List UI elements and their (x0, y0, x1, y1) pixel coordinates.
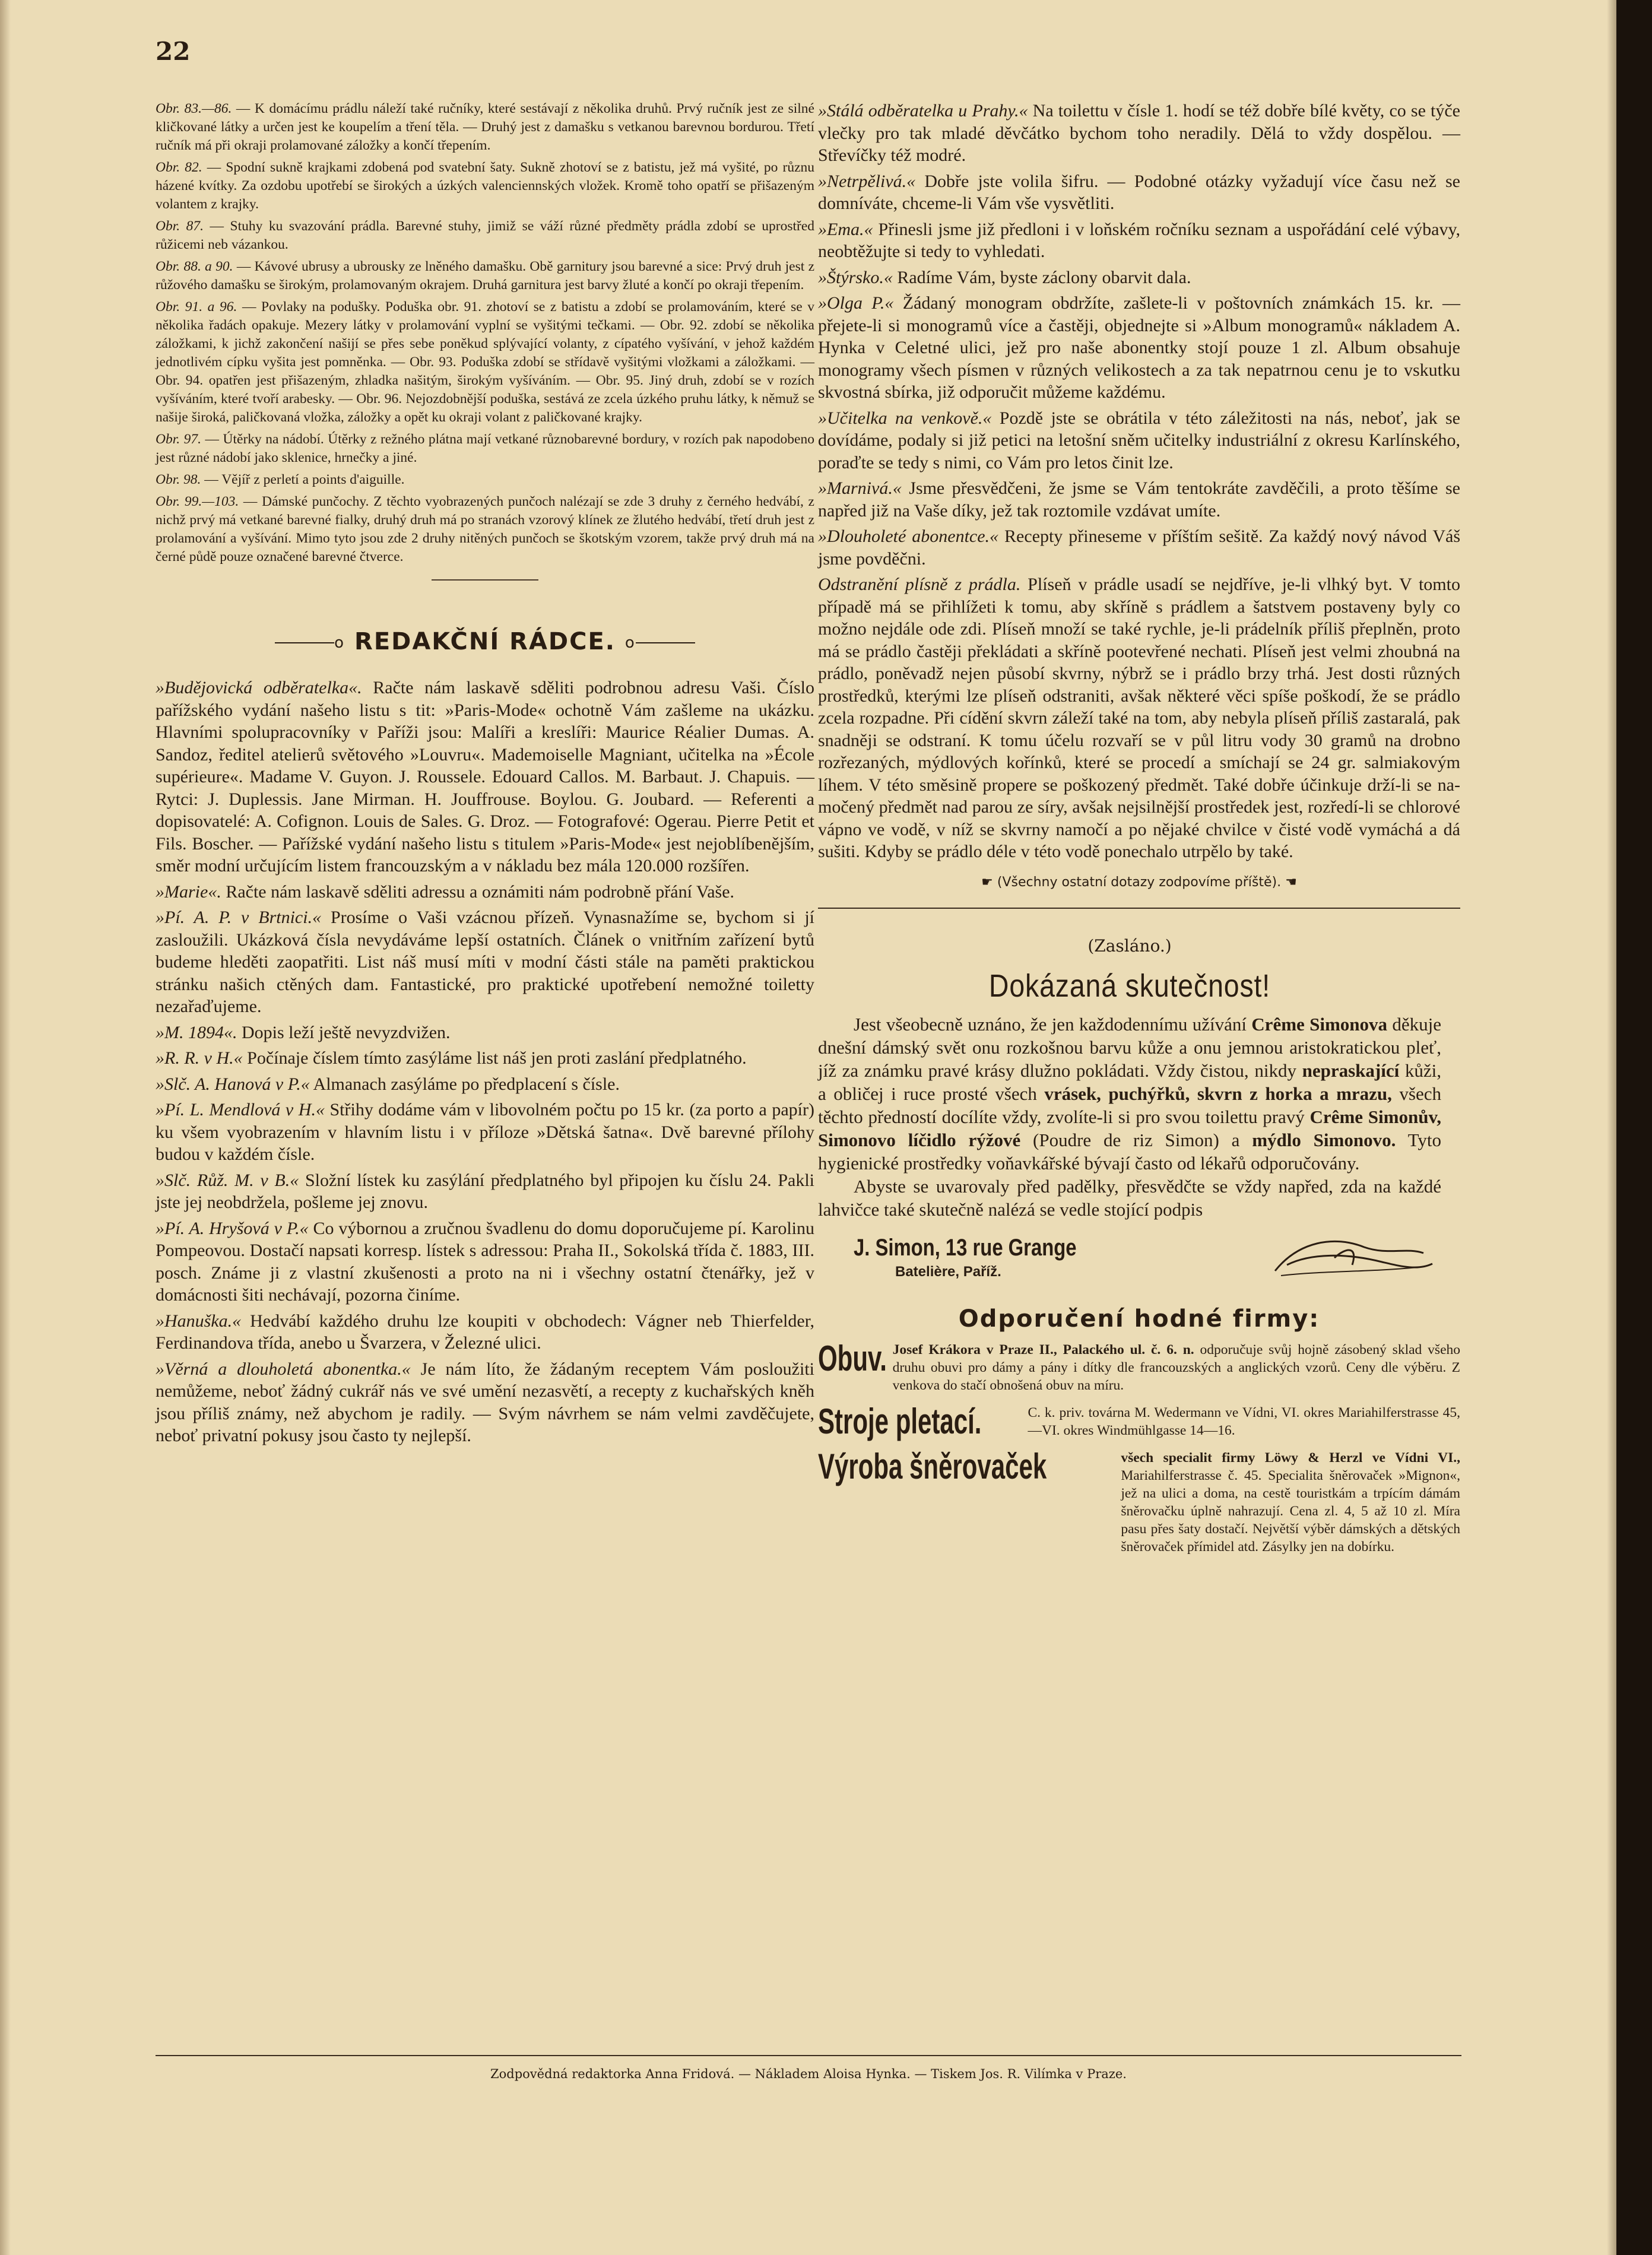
company-place: Batelière, Paříž. (895, 1264, 1001, 1280)
answer-item: »Stálá odběratelka u Prahy.« Na toilettu v čísle 1. hodí se též dobře bílé květy, co se týče vlečky pro tak mladé děvčátko bychom toho neradily. Dělá to vždy dospělou. — Střevíčky též modré. (818, 101, 1460, 165)
answer-item: »M. 1894«. Dopis leží ještě nevyzdvižen. (156, 1022, 451, 1042)
page-footer (156, 2055, 1461, 2081)
answer-item: »Slč. Růž. M. v B.« Složní lístek ku zasýlání předplatného byl připojen ku číslu 24. Pakli jste jej neobdržela, pošleme jej znovu. (156, 1170, 814, 1212)
rubric-dash-right (636, 642, 695, 643)
figure-item: Obr. 88. a 90. — Kávové ubrusy a ubrousky ze lněného damašku. Obě garnitury jsou barevné a sice: Prvý druh jest z růžového damašku se širokým, prolamovaným okrajem. Druhá garnitura jest barvy žluté a končí po okraji třepením. (156, 259, 815, 293)
figure-item: Obr. 91. a 96. — Povlaky na podušky. Poduška obr. 91. zhotoví se z batistu a zdobí se prolamováním, které se v několika řadách opakuje. Mezery látky v prolamování vyplní se vyšitými tečkami. — Obr. 92. zdobí se několika záložkami, k jichž zakončení našijí se přes sebe poněkud splývající volanty, z cípatého vyšívání, v jehož každém jednotlivém cípku vyšita jest pomněnka. — Obr. 93. Poduška zdobí se střídavě vyšitými vložkami a záložkami. — Obr. 94. opatřen jest přišazeným, zhladka našitým, širokým vyšíváním. — Obr. 95. Jiný druh, zdobí se v rozích vyšíváním, které tvoří arabesky. — Obr. 96. Nejozdobnější poduška, sestává ze zcela úzkého pruhu látky, k němuž se našije široká, paličkovaná vložka, záložky a opět ku okraji volant z paličkované krajky. (156, 299, 814, 425)
footer-rule (156, 2055, 1461, 2056)
pointing-hand-icon: ☛ (981, 874, 993, 890)
answer-item: »Hanuška.« Hedvábí každého druhu lze koupiti v obchodech: Vágner neb Thierfelder, Ferdinandova třída, anebo u Švarzera, v Železné ulici. (156, 1311, 814, 1353)
figure-item: Obr. 82. — Spodní sukně krajkami zdobená pod svatební šaty. Sukně zhotoví se z batistu, jež má vyšité, po různu házené kvítky. Za ozdobu upotřebí se širokých a úzkých valenciennských vložek. Kromě toho opatří se přišazeným volantem z krajky. (156, 160, 814, 212)
firm-listing (818, 1446, 1460, 1556)
answer-item: »Učitelka na venkově.« Pozdě jste se obrátila v této záležitosti na nás, neboť, jak se dovídáme, podaly si již petici na letošní sněm učitelky industriální z okresu Karlínského, poraďte se tedy s nimi, co Vám pro letos činit lze. (818, 408, 1460, 472)
other-queries-note: ☛ (Všechny ostatní dotazy zodpovíme příště). ☚ (981, 874, 1297, 890)
answer-item: »Marnivá.« Jsme přesvědčeni, že jsme se Vám tentokráte zavděčili, a proto těšíme se napřed již na Vaše díky, jež tak roztomile vzdávat umíte. (818, 478, 1460, 521)
firm-description: Josef Krákora v Praze II., Palackého ul. č. 6. n. odporučuje svůj hojně zásobený sklad všeho druhu obuvi pro dámy a pány i dítky dle francouzských a anglických vzorů. Ceny dle výběru. Z venkova do stačí obnošená obuv na míru. (892, 1341, 1460, 1393)
figure-descriptions (156, 100, 814, 566)
rubric-ornament-left: o (334, 634, 345, 652)
rubric-dash-left (275, 642, 334, 643)
answer-item: »Dlouholeté abonentce.« Recepty přineseme v příštím sešitě. Za každý nový návod Váš jsme povděčni. (818, 527, 1460, 569)
reader-answers-continued (818, 100, 1460, 863)
figure-item: Obr. 99.—103. — Dámské punčochy. Z těchto vyobrazených punčoch nalézají se zde 3 druhy z černého hedvábí, z nichž prvý má vetkané barevné fialky, druhý druh má po stranách vzorový klínek ze žlutého hedvábí, třetí druh jest z prolamování a vyšívání. Mimo tyto jsou zde 2 druhy nitěných punčoch se škotským vzorem, takže prvý druh má na černé půdě pouze označené barevné čtverce. (156, 494, 814, 564)
section-divider (432, 579, 538, 581)
recommended-firms (818, 1338, 1460, 1556)
handwritten-signature (1263, 1229, 1441, 1286)
left-column (156, 100, 814, 1451)
page-number: 22 (156, 37, 191, 66)
advert-company (818, 1235, 1125, 1280)
firm-listing (818, 1401, 1460, 1441)
answer-item: »Olga P.« Žádaný monogram obdržíte, zašlete-li v poštovních známkách 15. kr. — přejete-li si monogramů více a častěji, objednejte si »Album monogramů« nákladem A. Hynka v Celetné ulici, jež pro naše abonentky stojí pouze 1 zl. Album obsahuje monogramy všech písmen v různých velikostech a za tak nepatrnou cenu je to vskutku skvostná sbírka, již odporučit můžeme každému. (818, 293, 1460, 402)
answer-item: »Pí. A. Hryšová v P.« Co výbornou a zručnou švadlenu do domu doporučujeme pí. Karolinu Pompeovou. Dostačí napsati korresp. lístek s adressou: Praha II., Sokolská třída č. 1883, III. posch. Známe ji z vlastní zkušenosti a proto na ni i všechny ostatní čtenářky, jež v domácnosti šiti nechávají, pozorna činíme. (156, 1218, 814, 1305)
pointing-hand-icon: ☚ (1285, 874, 1297, 890)
reader-answers (156, 677, 814, 1447)
firm-category: Stroje pletací. (818, 1401, 982, 1441)
advert-body (818, 1013, 1441, 1221)
column-rule (818, 908, 1460, 909)
answer-item: »Slč. A. Hanová v P.« Almanach zasýláme po předplacení s čísle. (156, 1074, 620, 1094)
answer-item: »Pí. L. Mendlová v H.« Střihy dodáme vám v libovolném počtu po 15 kr. (za porto a papír) ku všem vyobrazením v hlavním listu i v příloze »Dětská šatna«. Dvě barevné přílohy budou v každém čísle. (156, 1100, 814, 1164)
page-shadow-left (0, 0, 11, 2255)
firm-category: Obuv. (818, 1338, 887, 1378)
rubric-ornament-right: o (624, 634, 636, 652)
advert-title: Dokázaná skutečnost! (988, 968, 1271, 1004)
rubric-heading (156, 628, 814, 655)
figure-item: Obr. 83.—86. — K domácímu prádlu náleží také ručníky, které sestávají z několika druhů. Prvý ručník jest ze silné kličkované látky a určen jest ke koupelím a tření těla. — Druhý jest z damašku s vetkanou barevnou bordurou. Třetí ručník má při okraji prolamované záložky a končí třepením. (156, 101, 814, 153)
imprint: Zodpovědná redaktorka Anna Fridová. — Nákladem Aloisa Hynka. — Tiskem Jos. R. Vilímka v Praze. (490, 2067, 1127, 2081)
answer-item: »Budějovická odběratelka«. Račte nám laskavě sděliti podrobnou adresu Vaši. Číslo pařížského vydání našeho listu s tit: »Paris-Mode« ochotně Vám zašleme na ukázku. Hlavními spolupracovníky v Paříži jsou: Malíři a kreslíři: Maurice Réalier Dumas. A. Sandoz, ředitel atelierů světového »Louvru«. Mademoiselle Magniant, učitelka na »École supérieure«. Madame V. Guyon. J. Roussele. Edouard Callos. M. Barbaut. J. Chapuis. — Rytci: J. Duplessis. Jane Mirman. H. Jouffrouse. Boylou. G. Joubard. — Referenti a dopisovatelé: A. Cofignon. Louis de Sales. G. Droz. — Fotografové: Ogerau. Pierre Petit et Fils. Boscher. — Pařížské vydání našeho listu s titulem »Paris-Mode« jest nejoblíbenějším, směr modní určujícím listem francouzským a v nákladu bez mála 120.000 rozšířen. (156, 678, 814, 876)
advert-paragraph: Abyste se uvarovaly před padělky, přesvědčte se vždy napřed, zda na každé lahvičce také skutečně nalézá se vedle stojící podpis (818, 1175, 1441, 1220)
firms-heading: Odporučení hodné firmy: (958, 1305, 1320, 1333)
advert-label: (Zasláno.) (1087, 935, 1172, 956)
advert-paragraph: Jest všeobecně uznáno, že jen každodennímu užívání Crême Simonova děkuje dnešní dámský svět onu rozkošnou barvu kůže a onu jemnou aristokratickou pleť, jíž za známku pravé krásy dlužno pokládati. Vždy čistou, nikdy nepraskající kůži, a obličej i ruce prosté všech vrásek, puchýřků, skvrn z horka a mrazu, všech těchto předností docílíte vždy, zvolíte-li si pro svou toilettu pravý Crême Simonův, Simonovo líčidlo rýžové (Poudre de riz Simon) a mýdlo Simonovo. Tyto hygienické prostředky voňavkářské bývají často od lékařů odporučovány. (818, 1013, 1441, 1174)
advert-signature-row (818, 1229, 1441, 1286)
simon-advertisement (818, 936, 1441, 1286)
figure-item: Obr. 97. — Útěrky na nádobí. Útěrky z režného plátna mají vetkané různobarevné bordury, v rozích pak napodobeno jest různé nádobí jako sklenice, hrnečky a jiné. (156, 432, 814, 465)
company-name: J. Simon, 13 rue Grange (854, 1235, 1077, 1261)
answer-item: »Pí. A. P. v Brtnici.« Prosíme o Vaši vzácnou přízeň. Vynasnažíme se, bychom si jí zasloužili. Ukázková čísla nevydáváme lepší ostatních. Článek o vnitřním zařízení bytů budeme hleděti zaopatřiti. List náš musí míti v modní části stále na paměti praktickou stránku našich ctěných dam. Fantastické, pro praktické upotřebení nemožné toiletty nezařaďujeme. (156, 908, 814, 1016)
answer-item: »Štýrsko.« Radíme Vám, byste záclony obarvit dala. (818, 267, 1191, 287)
page-edge-dark (1616, 0, 1652, 2255)
answer-item: »Věrná a dlouholetá abonentka.« Je nám líto, že žádaným receptem Vám posloužiti nemůžeme, neboť žádný cukrář nás ve své umění nezasvětí, a recepty z kuchařských kněh jsou příliš známy, než abychom je radily. — Svým návrhem se nám velmi zavděčujete, neboť privatní pokusy jsou často ty nejlepší. (156, 1359, 814, 1445)
figure-item: Obr. 98. — Vějíř z perletí a points d'aiguille. (156, 472, 405, 487)
firm-description: C. k. priv. továrna M. Wedermann ve Vídni, VI. okres Mariahilferstrasse 45,—VI. okres Windmühlgasse 14—16. (1028, 1404, 1460, 1438)
answer-item: »R. R. v H.« Počínaje číslem tímto zasýláme list náš jen proti zaslání předplatného. (156, 1048, 747, 1068)
answer-item: »Netrpělivá.« Dobře jste volila šifru. — Podobné otázky vyžadují více času než se domníváte, chceme-li Vám vše vysvětliti. (818, 171, 1460, 213)
answer-item: »Marie«. Račte nám laskavě sděliti adressu a oznámiti nám podrobně přání Vaše. (156, 881, 735, 902)
answer-item: »Ema.« Přinesli jsme již předloni i v loňském ročníku seznam a uspořádání celé výbavy, neobtěžujte si tedy to vyhledati. (818, 219, 1460, 261)
answer-item: Odstranění plísně z prádla. Plíseň v prádle usadí se nejdříve, je-li vlhký byt. V tomto případě má se přihlížeti k tomu, aby skříně s prádlem a šatstvem postaveny byly co možno nejdále ode zdi. Plíseň množí se také rychle, je-li prádelník příliš přeplněn, proto má se prádlo častěji překládati a skříně pootevřené nechati. Plíseň jest velmi zhoubná na prádlo, poněvadž nejen působí skvrny, nýbrž se i prádlo brzy trhá. Jest dosti různých prostředků, kterými lze plíseň odstraniti, avšak některé věci spíše poškodí, že se prádlo zcela rozpadne. Při cídění skvrn záleží také na tom, aby nebyla plíseň příliš zastaralá, pak snadněji se odstraní. K tomu účelu rozvaří se v půl litru vody 30 gramů na drobno rozřezaných, mýdlových kořínků, které se procedí a smíchají se 24 gr. salmiakovým líhem. V této směsině propere se poškozený předmět. Také dobře účinkuje drží-li se namočený předmět nad parou ze síry, avšak nejsilnější prostředek jest, rozředí-li se chlorové vápno ve vodě, v níž se skvrny namočí a po nějaké chvilce v čisté vodě vymáchá a dá sušiti. Kdyby se prádlo déle v této vodě ponechalo utrpělo by také. (818, 575, 1460, 861)
rubric-title: REDAKČNÍ RÁDCE. (354, 628, 616, 655)
firm-listing (818, 1338, 1460, 1394)
right-column (818, 100, 1460, 1565)
firm-category: Výroba šněrovaček (818, 1446, 1047, 1486)
firm-description: všech specialit firmy Löwy & Herzl ve Vídni VI., Mariahilferstrasse č. 45. Specialita šněrovaček »Mignon«, jež na ulici a doma, na cestě touristkám a trpícím dámám šněrovačku úplně nahrazují. Cena zl. 4, 5 až 10 zl. Míra pasu přes šaty dostačí. Největší výběr dámských a dětských šněrovaček přímidel atd. Zásylky jen na dobírku. (1121, 1450, 1460, 1555)
figure-item: Obr. 87. — Stuhy ku svazování prádla. Barevné stuhy, jimiž se váží různé předměty prádla zdobí se uprostřed růžicemi neb vázankou. (156, 218, 815, 252)
